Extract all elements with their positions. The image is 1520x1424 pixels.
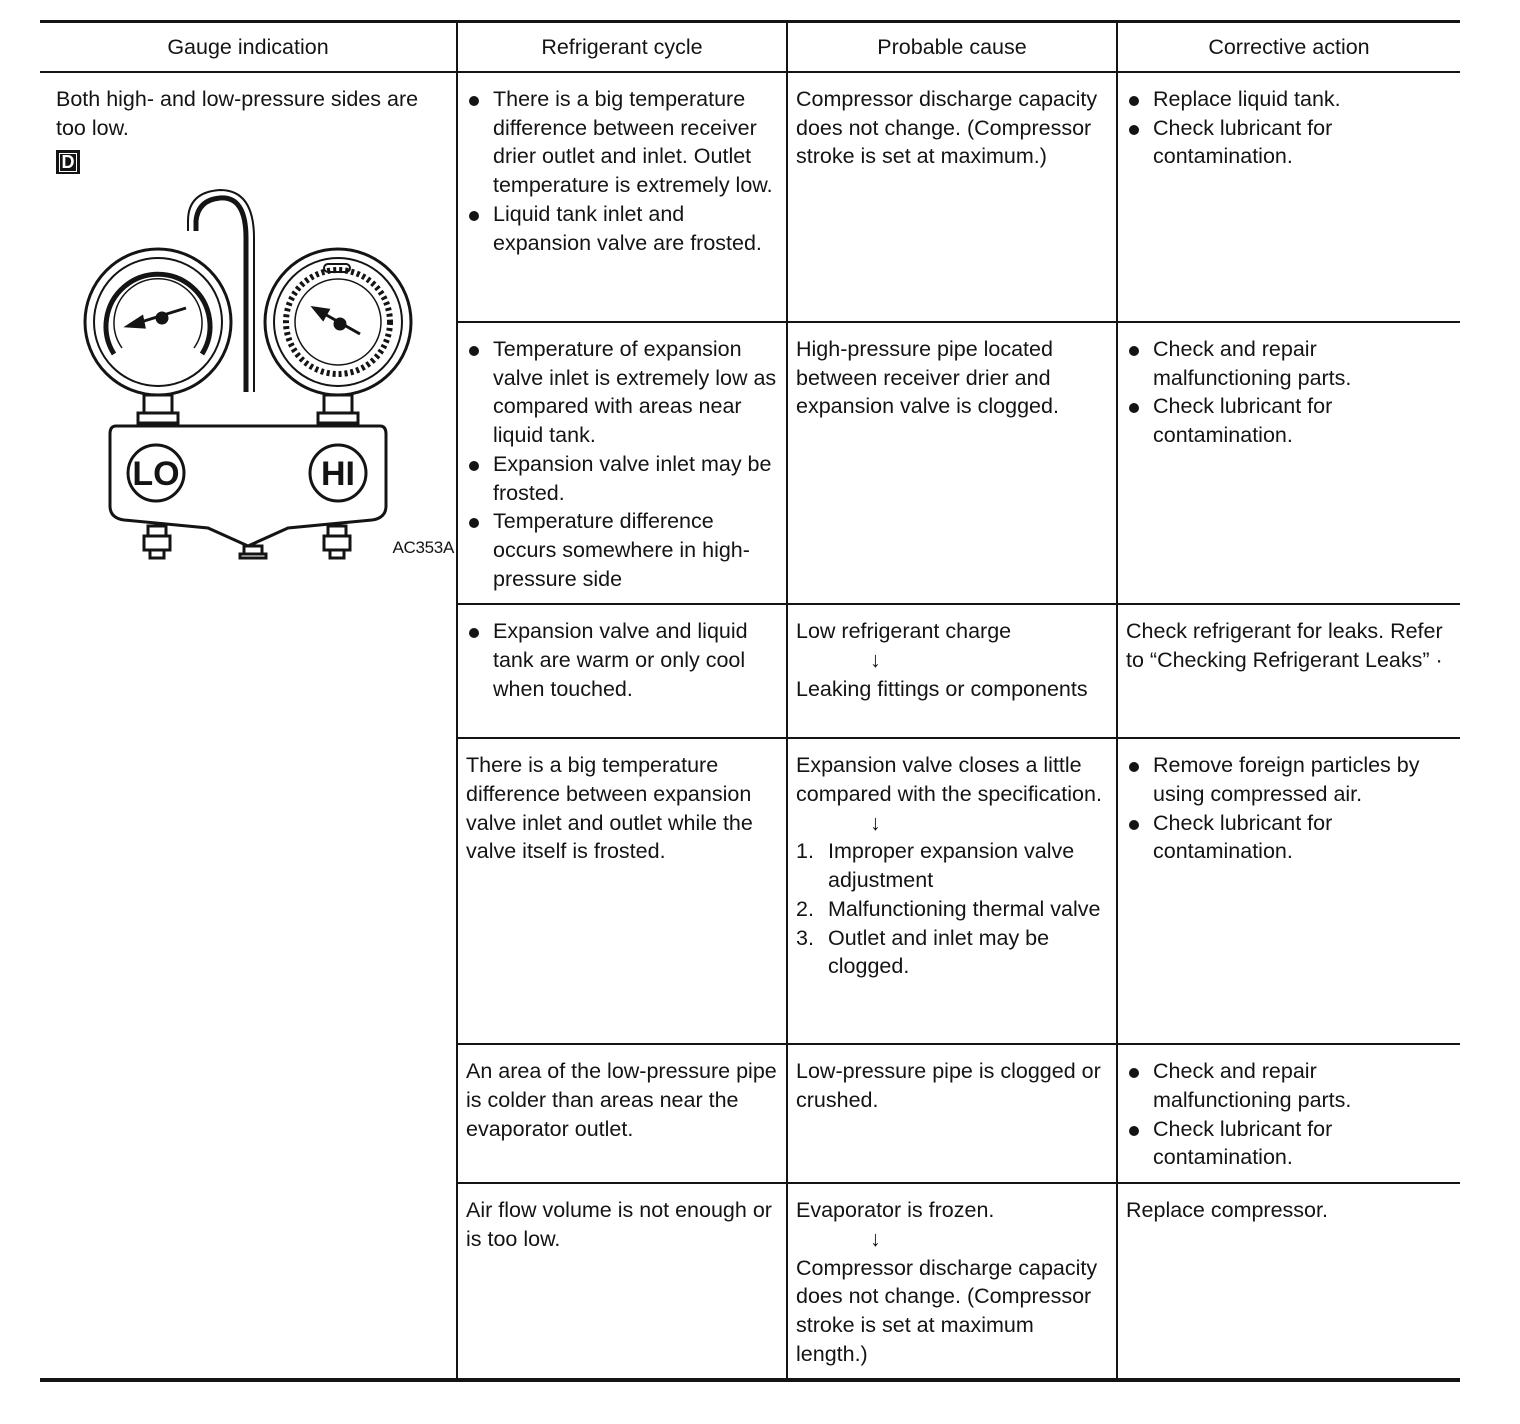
list-item: Remove foreign particles by using compressed air. bbox=[1126, 751, 1454, 808]
troubleshooting-document bbox=[40, 20, 1460, 1382]
probable-cause-cell bbox=[787, 604, 1117, 738]
refrigerant-cycle-cell bbox=[457, 1044, 787, 1183]
probable-cause-cell bbox=[787, 1044, 1117, 1183]
list-item: Expansion valve inlet may be frosted. bbox=[466, 450, 780, 507]
header-row bbox=[40, 22, 1460, 73]
cause-text: Compressor discharge capacity does not change. (Compressor stroke is set at maximum length.) bbox=[796, 1255, 1098, 1366]
header-gauge-indication: Gauge indication bbox=[40, 22, 457, 73]
list-item: Expansion valve and liquid tank are warm or only cool when touched. bbox=[466, 617, 780, 703]
list-item: There is a big temperature difference between receiver drier outlet and inlet. Outlet temperature is extremely low. bbox=[466, 85, 780, 200]
action-text: Replace compressor. bbox=[1126, 1198, 1328, 1223]
mark-d-badge: D bbox=[56, 150, 80, 174]
hi-label: HI bbox=[321, 455, 355, 494]
lo-label: LO bbox=[132, 455, 180, 494]
list-item: Liquid tank inlet and expansion valve are frosted. bbox=[466, 200, 780, 257]
header-probable-cause: Probable cause bbox=[787, 22, 1117, 73]
cycle-text: There is a big temperature difference between expansion valve inlet and outlet while the valve itself is frosted. bbox=[466, 753, 753, 864]
cause-text: Low-pressure pipe is clogged or crushed. bbox=[796, 1059, 1101, 1113]
action-text: Check refrigerant for leaks. Refer to “Checking Refrigerant Leaks” · bbox=[1126, 619, 1443, 673]
cause-text: Compressor discharge capacity does not change. (Compressor stroke is set at maximum.) bbox=[796, 87, 1098, 169]
cause-text: Evaporator is frozen. bbox=[796, 1198, 995, 1223]
gauge-indication-text: Both high- and low-pressure sides are too low. bbox=[56, 87, 419, 140]
probable-cause-cell bbox=[787, 1183, 1117, 1380]
down-arrow-icon: ↓ bbox=[870, 648, 881, 673]
gauge-indication-cell bbox=[40, 72, 457, 1380]
cycle-text: Air flow volume is not enough or is too low. bbox=[466, 1198, 772, 1251]
list-item: Check lubricant for contamination. bbox=[1126, 809, 1454, 866]
list-item: 3. Outlet and inlet may be clogged. bbox=[796, 925, 1050, 979]
down-arrow-icon: ↓ bbox=[870, 1226, 881, 1251]
list-item: Check lubricant for contamination. bbox=[1126, 392, 1454, 449]
refrigerant-cycle-cell bbox=[457, 322, 787, 604]
probable-cause-cell bbox=[787, 738, 1117, 1044]
diagnosis-table bbox=[40, 20, 1460, 1382]
cause-text: Low refrigerant charge bbox=[796, 619, 1012, 644]
refrigerant-cycle-cell bbox=[457, 72, 787, 322]
refrigerant-cycle-cell bbox=[457, 738, 787, 1044]
figure-code: AC353A bbox=[392, 538, 454, 558]
cause-text: Leaking fittings or components bbox=[796, 676, 1088, 701]
corrective-action-cell bbox=[1117, 72, 1460, 322]
list-item: Check and repair malfunctioning parts. bbox=[1126, 335, 1454, 392]
corrective-action-cell bbox=[1117, 604, 1460, 738]
manifold-gauge-icon bbox=[48, 176, 448, 561]
list-item: Check lubricant for contamination. bbox=[1126, 114, 1454, 171]
down-arrow-icon: ↓ bbox=[870, 810, 881, 835]
cause-text: High-pressure pipe located between receiver drier and expansion valve is clogged. bbox=[796, 337, 1059, 419]
list-item: Replace liquid tank. bbox=[1126, 85, 1454, 114]
corrective-action-cell bbox=[1117, 1044, 1460, 1183]
header-refrigerant-cycle: Refrigerant cycle bbox=[457, 22, 787, 73]
list-item: Check and repair malfunctioning parts. bbox=[1126, 1057, 1454, 1114]
refrigerant-cycle-cell bbox=[457, 604, 787, 738]
probable-cause-cell bbox=[787, 72, 1117, 322]
corrective-action-cell bbox=[1117, 322, 1460, 604]
list-item: Temperature of expansion valve inlet is extremely low as compared with areas near liquid tank. bbox=[466, 335, 780, 450]
cycle-text: An area of the low-pressure pipe is colder than areas near the evaporator outlet. bbox=[466, 1059, 777, 1141]
cause-text: Expansion valve closes a little compared with the specification. bbox=[796, 753, 1102, 807]
header-corrective-action: Corrective action bbox=[1117, 22, 1460, 73]
corrective-action-cell bbox=[1117, 1183, 1460, 1380]
cause-numbered-list bbox=[796, 837, 1110, 981]
table-row bbox=[40, 72, 1460, 322]
probable-cause-cell bbox=[787, 322, 1117, 604]
list-item: Check lubricant for contamination. bbox=[1126, 1115, 1454, 1172]
refrigerant-cycle-cell bbox=[457, 1183, 787, 1380]
corrective-action-cell bbox=[1117, 738, 1460, 1044]
list-item: 1. Improper expansion valve adjustment bbox=[796, 839, 1075, 893]
list-item: Temperature difference occurs somewhere in high-pressure side bbox=[466, 507, 780, 593]
list-item: 2. Malfunctioning thermal valve bbox=[796, 896, 1101, 921]
manifold-gauge-figure bbox=[48, 176, 454, 561]
